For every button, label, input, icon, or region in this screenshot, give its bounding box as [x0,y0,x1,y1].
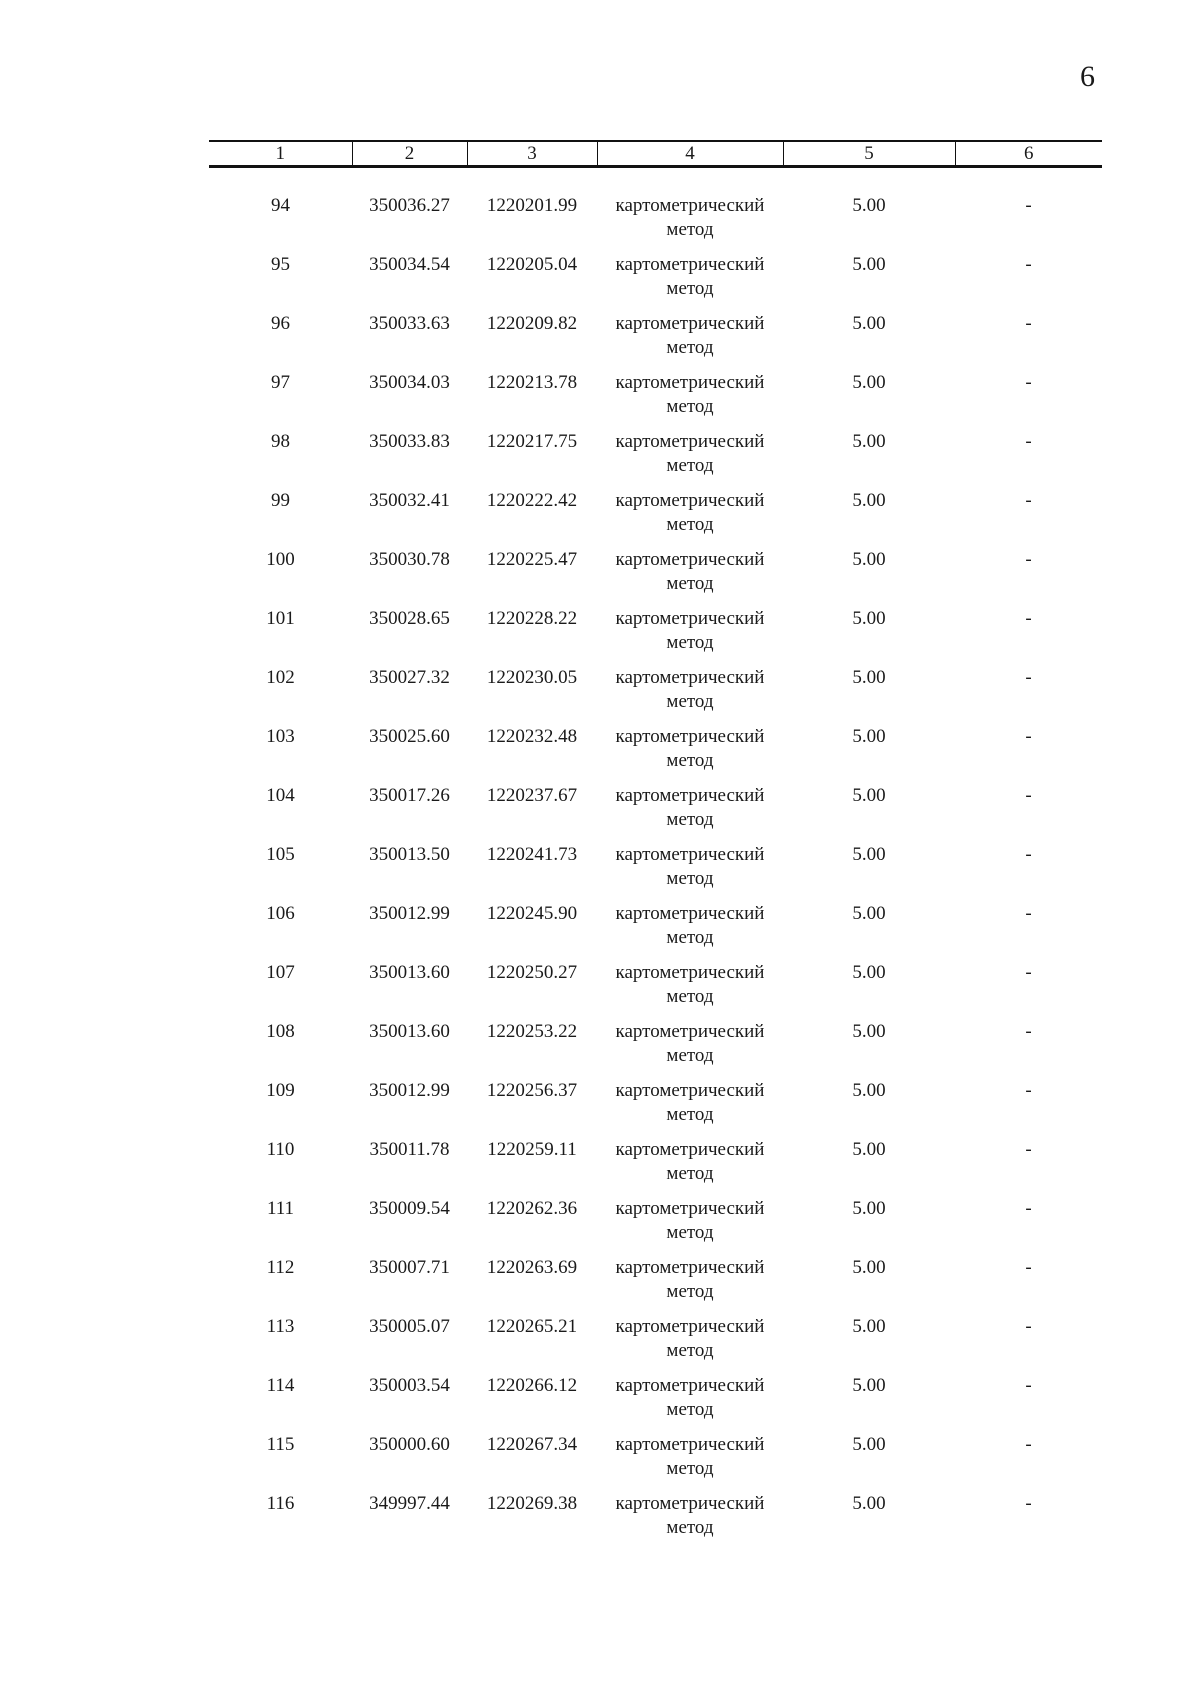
method-line-2: метод [666,514,714,535]
note-cell: - [1025,1493,1032,1514]
method-line-2: метод [666,1222,714,1243]
accuracy-cell: 5.00 [852,1434,886,1455]
accuracy-cell: 5.00 [852,962,886,983]
point-number-cell: 98 [271,431,290,452]
table-row [209,843,1102,902]
table-row [209,167,1102,254]
note-cell: - [1025,490,1032,511]
method-line-2: метод [666,396,714,417]
table-header-row [209,141,1102,167]
point-number-cell: 94 [271,195,290,216]
x-coordinate-cell: 350013.60 [369,962,450,983]
point-number-cell: 113 [266,1316,295,1337]
y-coordinate-cell: 1220262.36 [486,1198,578,1219]
x-coordinate-cell: 350012.99 [369,903,450,924]
accuracy-cell: 5.00 [852,1493,886,1514]
x-coordinate-cell: 350000.60 [369,1434,450,1455]
accuracy-cell: 5.00 [852,608,886,629]
x-coordinate-cell: 350027.32 [369,667,450,688]
y-coordinate-cell: 1220222.42 [486,490,578,511]
note-cell: - [1025,608,1032,629]
method-line-2: метод [666,1104,714,1125]
table-row [209,1079,1102,1138]
y-coordinate-cell: 1220253.22 [486,1021,578,1042]
table-row [209,312,1102,371]
table-row [209,1374,1102,1433]
method-cell [597,489,783,548]
note-cell: - [1025,1434,1032,1455]
table-row [209,725,1102,784]
method-cell [597,253,783,312]
accuracy-cell: 5.00 [852,372,886,393]
point-number-cell: 111 [266,1198,295,1219]
y-coordinate-cell: 1220245.90 [486,903,578,924]
method-line-1: картометрический [615,903,765,924]
y-coordinate-cell: 1220237.67 [486,785,578,806]
x-coordinate-cell: 350028.65 [369,608,450,629]
method-cell [597,548,783,607]
point-number-cell: 101 [266,608,295,629]
method-line-2: метод [666,1045,714,1066]
x-coordinate-cell: 350025.60 [369,726,450,747]
y-coordinate-cell: 1220266.12 [486,1375,578,1396]
x-coordinate-cell: 350012.99 [369,1080,450,1101]
y-coordinate-cell: 1220241.73 [486,844,578,865]
method-cell [597,1433,783,1492]
method-line-2: метод [666,1340,714,1361]
method-line-2: метод [666,1399,714,1420]
table-body [209,167,1102,1552]
x-coordinate-cell: 350032.41 [369,490,450,511]
method-cell [597,1315,783,1374]
y-coordinate-cell: 1220209.82 [486,313,578,334]
method-line-1: картометрический [615,962,765,983]
table-row [209,666,1102,725]
method-cell [597,371,783,430]
accuracy-cell: 5.00 [852,844,886,865]
table-row [209,1433,1102,1492]
x-coordinate-cell: 350036.27 [369,195,450,216]
accuracy-cell: 5.00 [852,254,886,275]
column-header-3: 3 [467,141,597,167]
method-line-1: картометрический [615,1021,765,1042]
note-cell: - [1025,903,1032,924]
method-line-1: картометрический [615,1257,765,1278]
point-number-cell: 106 [266,903,295,924]
note-cell: - [1025,1375,1032,1396]
method-line-1: картометрический [615,372,765,393]
method-line-1: картометрический [615,549,765,570]
note-cell: - [1025,785,1032,806]
y-coordinate-cell: 1220259.11 [487,1139,577,1160]
method-line-2: метод [666,809,714,830]
method-line-2: метод [666,278,714,299]
note-cell: - [1025,431,1032,452]
method-line-2: метод [666,691,714,712]
note-cell: - [1025,549,1032,570]
accuracy-cell: 5.00 [852,1198,886,1219]
point-number-cell: 104 [266,785,295,806]
y-coordinate-cell: 1220256.37 [486,1080,578,1101]
method-line-2: метод [666,219,714,240]
note-cell: - [1025,1316,1032,1337]
accuracy-cell: 5.00 [852,1375,886,1396]
method-line-1: картометрический [615,431,765,452]
point-number-cell: 95 [271,254,290,275]
accuracy-cell: 5.00 [852,431,886,452]
accuracy-cell: 5.00 [852,1316,886,1337]
accuracy-cell: 5.00 [852,1257,886,1278]
y-coordinate-cell: 1220265.21 [486,1316,578,1337]
accuracy-cell: 5.00 [852,667,886,688]
table-row [209,253,1102,312]
column-header-4: 4 [597,141,783,167]
method-line-2: метод [666,1458,714,1479]
method-line-1: картометрический [615,1493,765,1514]
point-number-cell: 110 [266,1139,295,1160]
x-coordinate-cell: 350003.54 [369,1375,450,1396]
point-number-cell: 103 [266,726,295,747]
point-number-cell: 97 [271,372,290,393]
accuracy-cell: 5.00 [852,726,886,747]
table-header [209,141,1102,167]
column-header-5: 5 [783,141,955,167]
accuracy-cell: 5.00 [852,1139,886,1160]
x-coordinate-cell: 350034.03 [369,372,450,393]
point-number-cell: 114 [266,1375,295,1396]
y-coordinate-cell: 1220225.47 [486,549,578,570]
method-cell [597,843,783,902]
table-row [209,1492,1102,1551]
method-cell [597,1138,783,1197]
accuracy-cell: 5.00 [852,1080,886,1101]
accuracy-cell: 5.00 [852,195,886,216]
point-number-cell: 116 [266,1493,295,1514]
method-cell [597,167,783,254]
x-coordinate-cell: 350017.26 [369,785,450,806]
accuracy-cell: 5.00 [852,903,886,924]
note-cell: - [1025,1080,1032,1101]
method-cell [597,607,783,666]
x-coordinate-cell: 350013.60 [369,1021,450,1042]
y-coordinate-cell: 1220213.78 [486,372,578,393]
y-coordinate-cell: 1220250.27 [486,962,578,983]
table-row [209,548,1102,607]
method-line-2: метод [666,632,714,653]
note-cell: - [1025,372,1032,393]
x-coordinate-cell: 350011.78 [369,1139,450,1160]
method-line-2: метод [666,986,714,1007]
method-line-2: метод [666,927,714,948]
y-coordinate-cell: 1220228.22 [486,608,578,629]
method-line-2: метод [666,1517,714,1538]
coordinates-table [209,140,1102,1551]
y-coordinate-cell: 1220263.69 [486,1257,578,1278]
table-row [209,1138,1102,1197]
column-header-1: 1 [209,141,352,167]
x-coordinate-cell: 350005.07 [369,1316,450,1337]
x-coordinate-cell: 350007.71 [369,1257,450,1278]
point-number-cell: 107 [266,962,295,983]
table-row [209,430,1102,489]
column-header-2: 2 [352,141,467,167]
x-coordinate-cell: 349997.44 [369,1493,450,1514]
method-line-1: картометрический [615,490,765,511]
accuracy-cell: 5.00 [852,549,886,570]
table-row [209,371,1102,430]
method-line-2: метод [666,337,714,358]
point-number-cell: 108 [266,1021,295,1042]
method-line-1: картометрический [615,254,765,275]
accuracy-cell: 5.00 [852,785,886,806]
method-line-2: метод [666,750,714,771]
note-cell: - [1025,195,1032,216]
x-coordinate-cell: 350013.50 [369,844,450,865]
note-cell: - [1025,254,1032,275]
note-cell: - [1025,1257,1032,1278]
method-line-1: картометрический [615,1316,765,1337]
method-cell [597,1374,783,1433]
table-row [209,1020,1102,1079]
method-line-2: метод [666,1281,714,1302]
method-cell [597,784,783,843]
method-line-1: картометрический [615,1080,765,1101]
method-cell [597,1020,783,1079]
method-line-1: картометрический [615,608,765,629]
accuracy-cell: 5.00 [852,313,886,334]
method-line-1: картометрический [615,785,765,806]
table-row [209,784,1102,843]
accuracy-cell: 5.00 [852,490,886,511]
table-row [209,1197,1102,1256]
note-cell: - [1025,313,1032,334]
y-coordinate-cell: 1220205.04 [486,254,578,275]
method-line-1: картометрический [615,844,765,865]
note-cell: - [1025,667,1032,688]
table-row [209,607,1102,666]
y-coordinate-cell: 1220230.05 [486,667,578,688]
x-coordinate-cell: 350009.54 [369,1198,450,1219]
note-cell: - [1025,1021,1032,1042]
method-cell [597,666,783,725]
y-coordinate-cell: 1220201.99 [486,195,578,216]
note-cell: - [1025,1139,1032,1160]
x-coordinate-cell: 350033.83 [369,431,450,452]
method-line-1: картометрический [615,1434,765,1455]
point-number-cell: 102 [266,667,295,688]
point-number-cell: 96 [271,313,290,334]
note-cell: - [1025,1198,1032,1219]
table-row [209,489,1102,548]
method-cell [597,725,783,784]
table-row [209,961,1102,1020]
method-line-1: картометрический [615,1375,765,1396]
method-line-1: картометрический [615,313,765,334]
point-number-cell: 100 [266,549,295,570]
point-number-cell: 112 [266,1257,295,1278]
note-cell: - [1025,844,1032,865]
y-coordinate-cell: 1220267.34 [486,1434,578,1455]
point-number-cell: 109 [266,1080,295,1101]
table-row [209,1256,1102,1315]
method-line-1: картометрический [615,667,765,688]
point-number-cell: 99 [271,490,290,511]
note-cell: - [1025,726,1032,747]
method-cell [597,902,783,961]
table-row [209,1315,1102,1374]
point-number-cell: 105 [266,844,295,865]
note-cell: - [1025,962,1032,983]
method-cell [597,312,783,371]
method-line-2: метод [666,1163,714,1184]
point-number-cell: 115 [266,1434,295,1455]
method-cell [597,1197,783,1256]
method-line-2: метод [666,868,714,889]
method-cell [597,1079,783,1138]
x-coordinate-cell: 350033.63 [369,313,450,334]
table-row [209,902,1102,961]
column-header-6: 6 [955,141,1102,167]
method-line-1: картометрический [615,1139,765,1160]
method-line-2: метод [666,455,714,476]
method-line-2: метод [666,573,714,594]
method-line-1: картометрический [615,1198,765,1219]
x-coordinate-cell: 350034.54 [369,254,450,275]
accuracy-cell: 5.00 [852,1021,886,1042]
y-coordinate-cell: 1220232.48 [486,726,578,747]
method-line-1: картометрический [615,726,765,747]
page-number: 6 [1080,60,1095,93]
y-coordinate-cell: 1220269.38 [486,1493,578,1514]
method-cell [597,961,783,1020]
x-coordinate-cell: 350030.78 [369,549,450,570]
method-line-1: картометрический [615,195,765,216]
y-coordinate-cell: 1220217.75 [486,431,578,452]
method-cell [597,1256,783,1315]
method-cell [597,430,783,489]
method-cell [597,1492,783,1551]
